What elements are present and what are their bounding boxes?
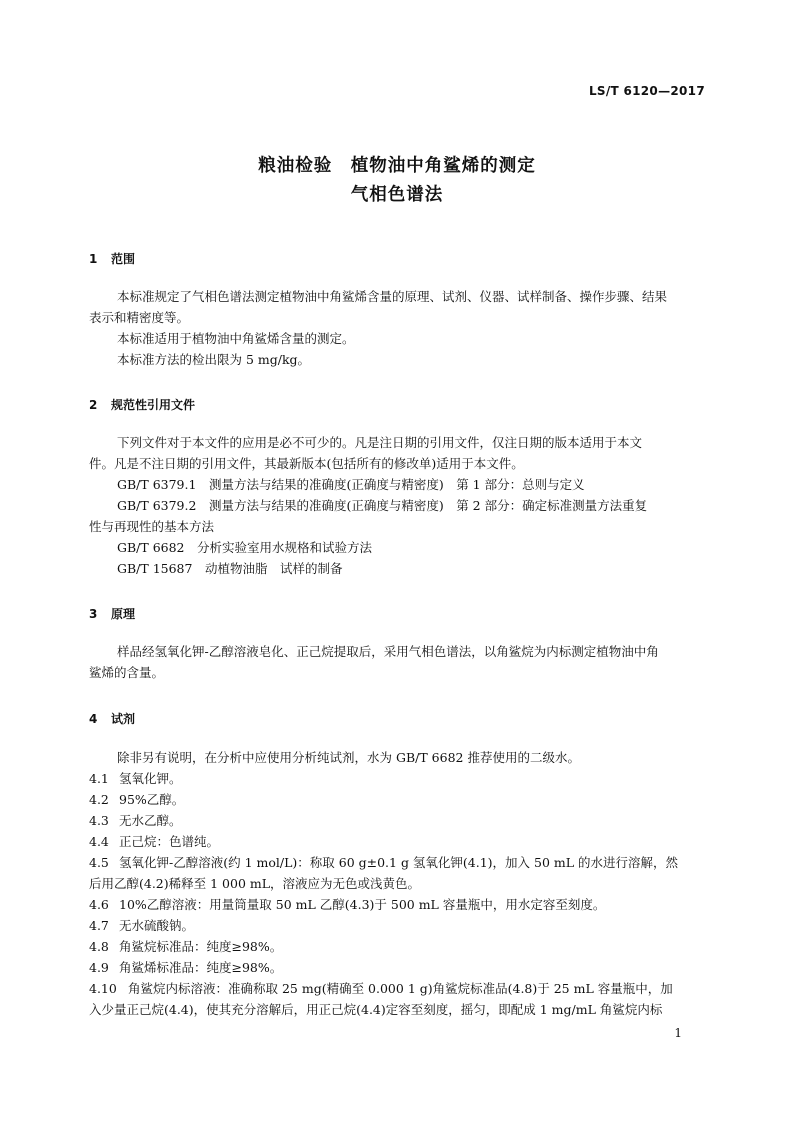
reagent-item [89,916,706,937]
item-text: 无水硫酸钠。 [119,918,195,933]
item-text: 角鲨烯标准品：纯度≥98%。 [119,960,283,975]
reagent-item-continuation [89,1000,706,1021]
reagent-item [89,790,706,811]
paragraph-continuation: 件。凡是不注日期的引用文件，其最新版本(包括所有的修改单)适用于本文件。 [89,456,524,471]
reference-item [117,559,706,580]
reference-item [117,496,706,517]
section-heading-scope [89,250,135,267]
reference-item [117,538,706,559]
reagent-item [89,958,706,979]
section-heading-reagents [89,710,135,727]
section-number: 2 [89,398,98,412]
section-heading-principle [89,605,135,622]
reference-code: GB/T 15687 [117,561,193,576]
section-number: 4 [89,712,98,726]
paragraph: 除非另有说明，在分析中应使用分析纯试剂，水为 GB/T 6682 推荐使用的二级水。 [117,750,580,765]
reagent-item [89,937,706,958]
page-number: 1 [674,1026,682,1040]
reference-text: 测量方法与结果的准确度(正确度与精密度) 第 2 部分：确定标准测量方法重复 [208,498,648,513]
item-text: 角鲨烷内标溶液：准确称取 25 mg(精确至 0.000 1 g)角鲨烷标准品(4.8)于 25 mL 容量瓶中，加 [128,981,673,996]
section-title: 范围 [111,252,136,266]
reagent-item [89,853,706,874]
reagent-item [89,979,706,1000]
reagent-item [89,769,706,790]
item-number: 4.5 [89,855,109,870]
standard-code: LS/T 6120—2017 [588,84,705,98]
item-text: 氢氧化钾-乙醇溶液(约 1 mol/L)：称取 60 g±0.1 g 氢氧化钾(4.1)，加入 50 mL 的水进行溶解，然 [119,855,679,870]
paragraph-continuation: 鲨烯的含量。 [89,665,165,680]
reagent-item [89,832,706,853]
item-text: 入少量正己烷(4.4)，使其充分溶解后，用正己烷(4.4)定容至刻度，摇匀，即配成 1 mg/mL 角鲨烷内标 [89,1002,663,1017]
item-number: 4.2 [89,792,109,807]
paragraph: 本标准方法的检出限为 5 mg/kg。 [117,352,311,367]
reference-text: 测量方法与结果的准确度(正确度与精密度) 第 1 部分：总则与定义 [208,477,585,492]
section-heading-normative-references [89,396,195,413]
reagent-item-continuation [89,874,706,895]
document-subtitle: 气相色谱法 [350,185,444,205]
reference-text: 动植物油脂 试样的制备 [204,561,343,576]
section-title: 试剂 [111,712,136,726]
item-text: 氢氧化钾。 [119,771,182,786]
reference-code: GB/T 6682 [117,540,185,555]
item-number: 4.8 [89,939,109,954]
item-text: 10%乙醇溶液：用量筒量取 50 mL 乙醇(4.3)于 500 mL 容量瓶中，用水定容至刻度。 [119,897,606,912]
paragraph: 本标准规定了气相色谱法测定植物油中角鲨烯含量的原理、试剂、仪器、试样制备、操作步骤、结果 [117,289,668,304]
document-title: 粮油检验 植物油中角鲨烯的测定 [258,156,536,176]
reference-item-continuation [89,517,706,538]
section-number: 3 [89,607,98,621]
section-title: 规范性引用文件 [111,398,196,412]
reference-code: GB/T 6379.2 [117,498,197,513]
reference-text: 分析实验室用水规格和试验方法 [197,540,373,555]
reference-item [117,475,706,496]
item-number: 4.3 [89,813,109,828]
paragraph: 本标准适用于植物油中角鲨烯含量的测定。 [117,331,355,346]
paragraph: 样品经氢氧化钾-乙醇溶液皂化、正己烷提取后，采用气相色谱法，以角鲨烷为内标测定植物油中角 [117,644,659,659]
item-text: 95%乙醇。 [119,792,185,807]
reference-text: 性与再现性的基本方法 [89,519,215,534]
item-number: 4.9 [89,960,109,975]
paragraph-continuation: 表示和精密度等。 [89,310,190,325]
item-number: 4.6 [89,897,109,912]
reference-code: GB/T 6379.1 [117,477,197,492]
section-title: 原理 [111,607,136,621]
item-text: 无水乙醇。 [119,813,182,828]
item-number: 4.4 [89,834,109,849]
item-text: 后用乙醇(4.2)稀释至 1 000 mL，溶液应为无色或浅黄色。 [89,876,421,891]
item-number: 4.1 [89,771,109,786]
item-number: 4.7 [89,918,109,933]
paragraph: 下列文件对于本文件的应用是必不可少的。凡是注日期的引用文件，仅注日期的版本适用于本文 [117,435,643,450]
section-number: 1 [89,252,98,266]
reagent-item [89,811,706,832]
item-number: 4.10 [89,981,117,996]
item-text: 角鲨烷标准品：纯度≥98%。 [119,939,283,954]
reagent-item [89,895,706,916]
item-text: 正己烷：色谱纯。 [119,834,220,849]
